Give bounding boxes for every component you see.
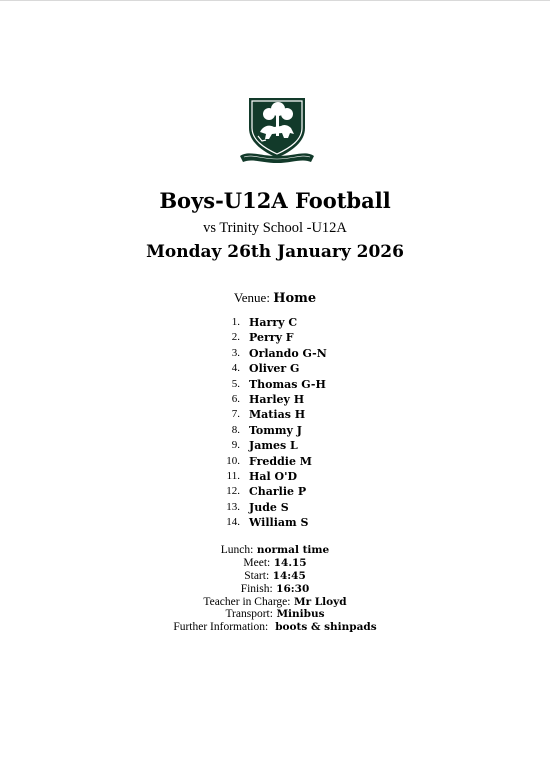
player-name: William S [249,516,309,530]
meet-row [0,557,550,570]
list-item [0,392,550,407]
teacher-value: Mr Lloyd [293,595,347,608]
further-info-label: Further Information: [173,621,269,634]
player-number: 9. [231,439,240,452]
player-number: 14. [226,516,240,529]
player-number: 2. [231,331,240,344]
player-name: Freddie M [249,454,312,468]
list-item [0,438,550,453]
start-value: 14:45 [272,569,306,582]
player-name: Hal O'D [249,469,298,483]
player-number: 4. [231,362,240,375]
player-name: Thomas G-H [249,377,326,391]
venue-value: Home [273,291,317,306]
start-label: Start: [244,569,270,582]
school-crest-icon [236,96,318,166]
further-info-value: boots & shinpads [275,621,377,634]
player-name: Harry C [249,316,298,329]
list-item [0,469,550,484]
player-name: Harley H [249,392,305,406]
player-number: 6. [231,392,240,405]
list-item [0,454,550,469]
player-number: 5. [231,377,240,390]
player-name: Orlando G-N [249,346,327,360]
lunch-value: normal time [256,544,330,556]
top-border [0,0,550,1]
venue-label: Venue: [233,290,270,305]
transport-value: Minibus [276,608,325,621]
list-item [0,407,550,422]
player-name: James L [249,439,298,453]
list-item [0,315,550,330]
list-item [0,330,550,345]
player-number: 10. [226,454,240,467]
meet-value: 14.15 [273,556,307,569]
list-item [0,423,550,438]
venue-line [0,290,550,306]
player-name: Tommy J [249,423,302,437]
event-title: Boys-U12A Football [159,188,391,213]
event-date: Monday 26th January 2026 [146,242,404,262]
player-name: Oliver G [249,362,300,376]
list-item [0,361,550,376]
list-item [0,484,550,499]
opponent-line: vs Trinity School -U12A [203,220,347,236]
player-number: 3. [231,346,240,359]
meet-label: Meet: [243,556,271,569]
list-item [0,346,550,361]
lunch-row [0,544,550,557]
player-name: Matias H [249,408,306,422]
lunch-label: Lunch: [220,544,254,556]
finish-label: Finish: [240,582,273,595]
match-details [0,544,550,634]
transport-row [0,608,550,621]
teacher-label: Teacher in Charge: [203,595,291,608]
player-number: 1. [231,316,240,328]
player-number: 13. [226,500,240,513]
transport-label: Transport: [225,608,273,621]
list-item [0,377,550,392]
start-row [0,570,550,583]
list-item [0,500,550,515]
player-name: Jude S [249,500,289,514]
player-number: 12. [226,485,240,498]
player-name: Charlie P [249,485,307,499]
player-number: 8. [231,423,240,436]
player-number: 11. [226,469,240,482]
player-list [0,315,550,530]
player-name: Perry F [249,331,294,345]
player-number: 7. [231,408,240,421]
further-info-row [0,621,550,634]
finish-row [0,583,550,596]
finish-value: 16:30 [276,582,310,595]
list-item [0,515,550,530]
